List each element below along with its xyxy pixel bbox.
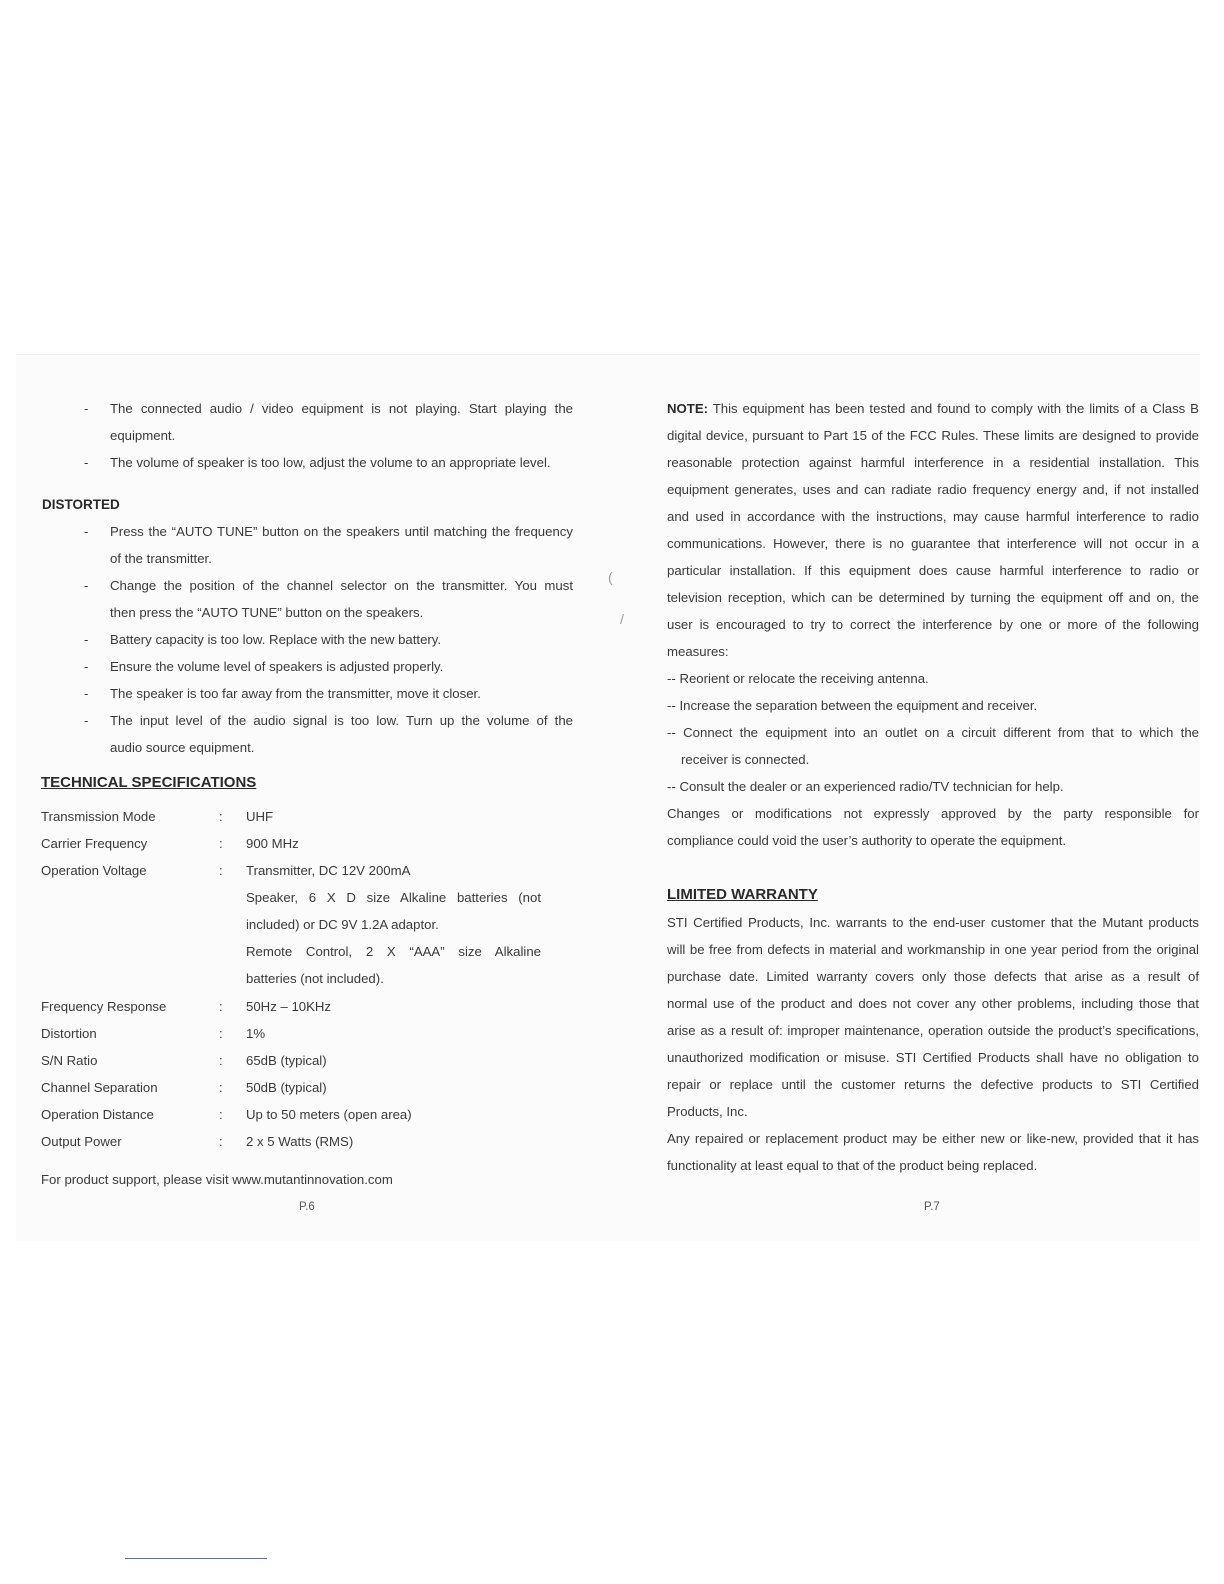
spec-label: Operation Distance xyxy=(41,1107,154,1122)
spec-value: 1% xyxy=(246,1026,266,1041)
scan-artifact: ( xyxy=(608,569,613,585)
page-number: P.7 xyxy=(924,1201,940,1213)
spec-label: Output Power xyxy=(41,1134,122,1149)
intro-bullet-1-line-2: equipment. xyxy=(110,428,176,443)
page-number: P.6 xyxy=(299,1201,315,1213)
bullet-dash: - xyxy=(84,659,89,674)
spec-value: Transmitter, DC 12V 200mA xyxy=(246,863,411,878)
scan-artifact: / xyxy=(620,611,624,627)
distorted-bullet-5: The speaker is too far away from the transmitter, move it closer. xyxy=(110,686,481,701)
note-line: reasonable protection against harmful interference in a residential installation. This xyxy=(667,455,1199,470)
spec-value: batteries (not included). xyxy=(246,971,384,986)
spec-label: Frequency Response xyxy=(41,999,167,1014)
note-line: communications. However, there is no guarantee that interference will not occur in a xyxy=(667,536,1199,551)
spec-colon: : xyxy=(219,836,223,851)
spec-colon: : xyxy=(219,809,223,824)
stray-underline xyxy=(125,1558,267,1559)
note-line: digital device, pursuant to Part 15 of the FCC Rules. These limits are designed to provide xyxy=(667,428,1199,443)
bullet-dash: - xyxy=(84,578,89,593)
distorted-bullet-6-line-2: audio source equipment. xyxy=(110,740,255,755)
note-label: NOTE: xyxy=(667,401,709,416)
note-line: measures: xyxy=(667,644,729,659)
product-support-text: For product support, please visit www.mutantinnovation.com xyxy=(41,1172,393,1187)
spec-value: Remote Control, 2 X “AAA” size Alkaline xyxy=(246,944,541,959)
spec-value: 50Hz – 10KHz xyxy=(246,999,332,1014)
bullet-dash: - xyxy=(84,686,89,701)
warranty-line: will be free from defects in material and workmanship in one year period from the original xyxy=(667,942,1199,957)
measure-item-continued: receiver is connected. xyxy=(681,752,810,767)
spec-colon: : xyxy=(219,999,223,1014)
measure-item: -- Increase the separation between the equipment and receiver. xyxy=(667,698,1038,713)
spec-colon: : xyxy=(219,1080,223,1095)
tech-specs-heading: TECHNICAL SPECIFICATIONS xyxy=(41,774,257,791)
distorted-bullet-1-line-1: Press the “AUTO TUNE” button on the speakers until matching the frequency xyxy=(110,524,573,539)
spec-value: 65dB (typical) xyxy=(246,1053,327,1068)
intro-bullet-2-line-1: The volume of speaker is too low, adjust the volume to an appropriate level. xyxy=(110,455,551,470)
distorted-bullet-2-line-2: then press the “AUTO TUNE” button on the speakers. xyxy=(110,605,424,620)
warranty-line: repair or replace until the customer returns the defective products to STI Certified xyxy=(667,1077,1199,1092)
spec-value: Up to 50 meters (open area) xyxy=(246,1107,412,1122)
spec-colon: : xyxy=(219,1026,223,1041)
spec-value: included) or DC 9V 1.2A adaptor. xyxy=(246,917,439,932)
warranty-line: STI Certified Products, Inc. warrants to the end-user customer that the Mutant products xyxy=(667,915,1199,930)
spec-colon: : xyxy=(219,1134,223,1149)
spec-label: Operation Voltage xyxy=(41,863,147,878)
changes-line: compliance could void the user’s authority to operate the equipment. xyxy=(667,833,1067,848)
distorted-bullet-6-line-1: The input level of the audio signal is too low. Turn up the volume of the xyxy=(110,713,573,728)
spec-value: Speaker, 6 X D size Alkaline batteries (not xyxy=(246,890,541,905)
note-line-1 xyxy=(667,401,1199,417)
spec-value: UHF xyxy=(246,809,274,824)
note-line: equipment generates, uses and can radiate radio frequency energy and, if not installed xyxy=(667,482,1199,497)
bullet-dash: - xyxy=(84,455,89,470)
warranty-line: arise as a result of: improper maintenance, operation outside the product’s specifications, xyxy=(667,1023,1199,1038)
spec-label: Distortion xyxy=(41,1026,97,1041)
spec-value: 50dB (typical) xyxy=(246,1080,327,1095)
distorted-bullet-2-line-1: Change the position of the channel selector on the transmitter. You must xyxy=(110,578,573,593)
changes-line: Changes or modifications not expressly approved by the party responsible for xyxy=(667,806,1199,821)
warranty-heading: LIMITED WARRANTY xyxy=(667,886,818,903)
bullet-dash: - xyxy=(84,401,89,416)
spec-colon: : xyxy=(219,863,223,878)
spec-label: Carrier Frequency xyxy=(41,836,148,851)
spec-label: S/N Ratio xyxy=(41,1053,98,1068)
note-line: and used in accordance with the instructions, may cause harmful interference to radio xyxy=(667,509,1199,524)
warranty-line: Products, Inc. xyxy=(667,1104,748,1119)
warranty-line: normal use of the product and does not cover any other problems, including those that xyxy=(667,996,1199,1011)
distorted-bullet-4: Ensure the volume level of speakers is adjusted properly. xyxy=(110,659,444,674)
note-text: This equipment has been tested and found to comply with the limits of a Class B xyxy=(712,401,1199,416)
bullet-dash: - xyxy=(84,713,89,728)
spec-value: 2 x 5 Watts (RMS) xyxy=(246,1134,354,1149)
spec-value: 900 MHz xyxy=(246,836,299,851)
warranty-line: Any repaired or replacement product may be either new or like-new, provided that it has xyxy=(667,1131,1199,1146)
distorted-bullet-1-line-2: of the transmitter. xyxy=(110,551,212,566)
note-line: particular installation. If this equipment does cause harmful interference to radio or xyxy=(667,563,1199,578)
warranty-line: functionality at least equal to that of the product being replaced. xyxy=(667,1158,1038,1173)
bullet-dash: - xyxy=(84,632,89,647)
spec-label: Transmission Mode xyxy=(41,809,156,824)
note-line: television reception, which can be determined by turning the equipment off and on, the xyxy=(667,590,1199,605)
measure-item: -- Connect the equipment into an outlet on a circuit different from that to which the xyxy=(667,725,1199,740)
warranty-line: unauthorized modification or misuse. STI Certified Products shall have no obligation to xyxy=(667,1050,1199,1065)
note-line: user is encouraged to try to correct the interference by one or more of the following xyxy=(667,617,1199,632)
spec-colon: : xyxy=(219,1053,223,1068)
distorted-heading: DISTORTED xyxy=(42,497,120,512)
spec-label: Channel Separation xyxy=(41,1080,158,1095)
bullet-dash: - xyxy=(84,524,89,539)
warranty-line: purchase date. Limited warranty covers only those defects that arise as a result of xyxy=(667,969,1199,984)
distorted-bullet-3: Battery capacity is too low. Replace with the new battery. xyxy=(110,632,442,647)
measure-item: -- Consult the dealer or an experienced radio/TV technician for help. xyxy=(667,779,1064,794)
scanned-spread xyxy=(16,354,1200,1241)
measure-item: -- Reorient or relocate the receiving antenna. xyxy=(667,671,929,686)
spec-colon: : xyxy=(219,1107,223,1122)
intro-bullet-1-line-1: The connected audio / video equipment is not playing. Start playing the xyxy=(110,401,573,416)
